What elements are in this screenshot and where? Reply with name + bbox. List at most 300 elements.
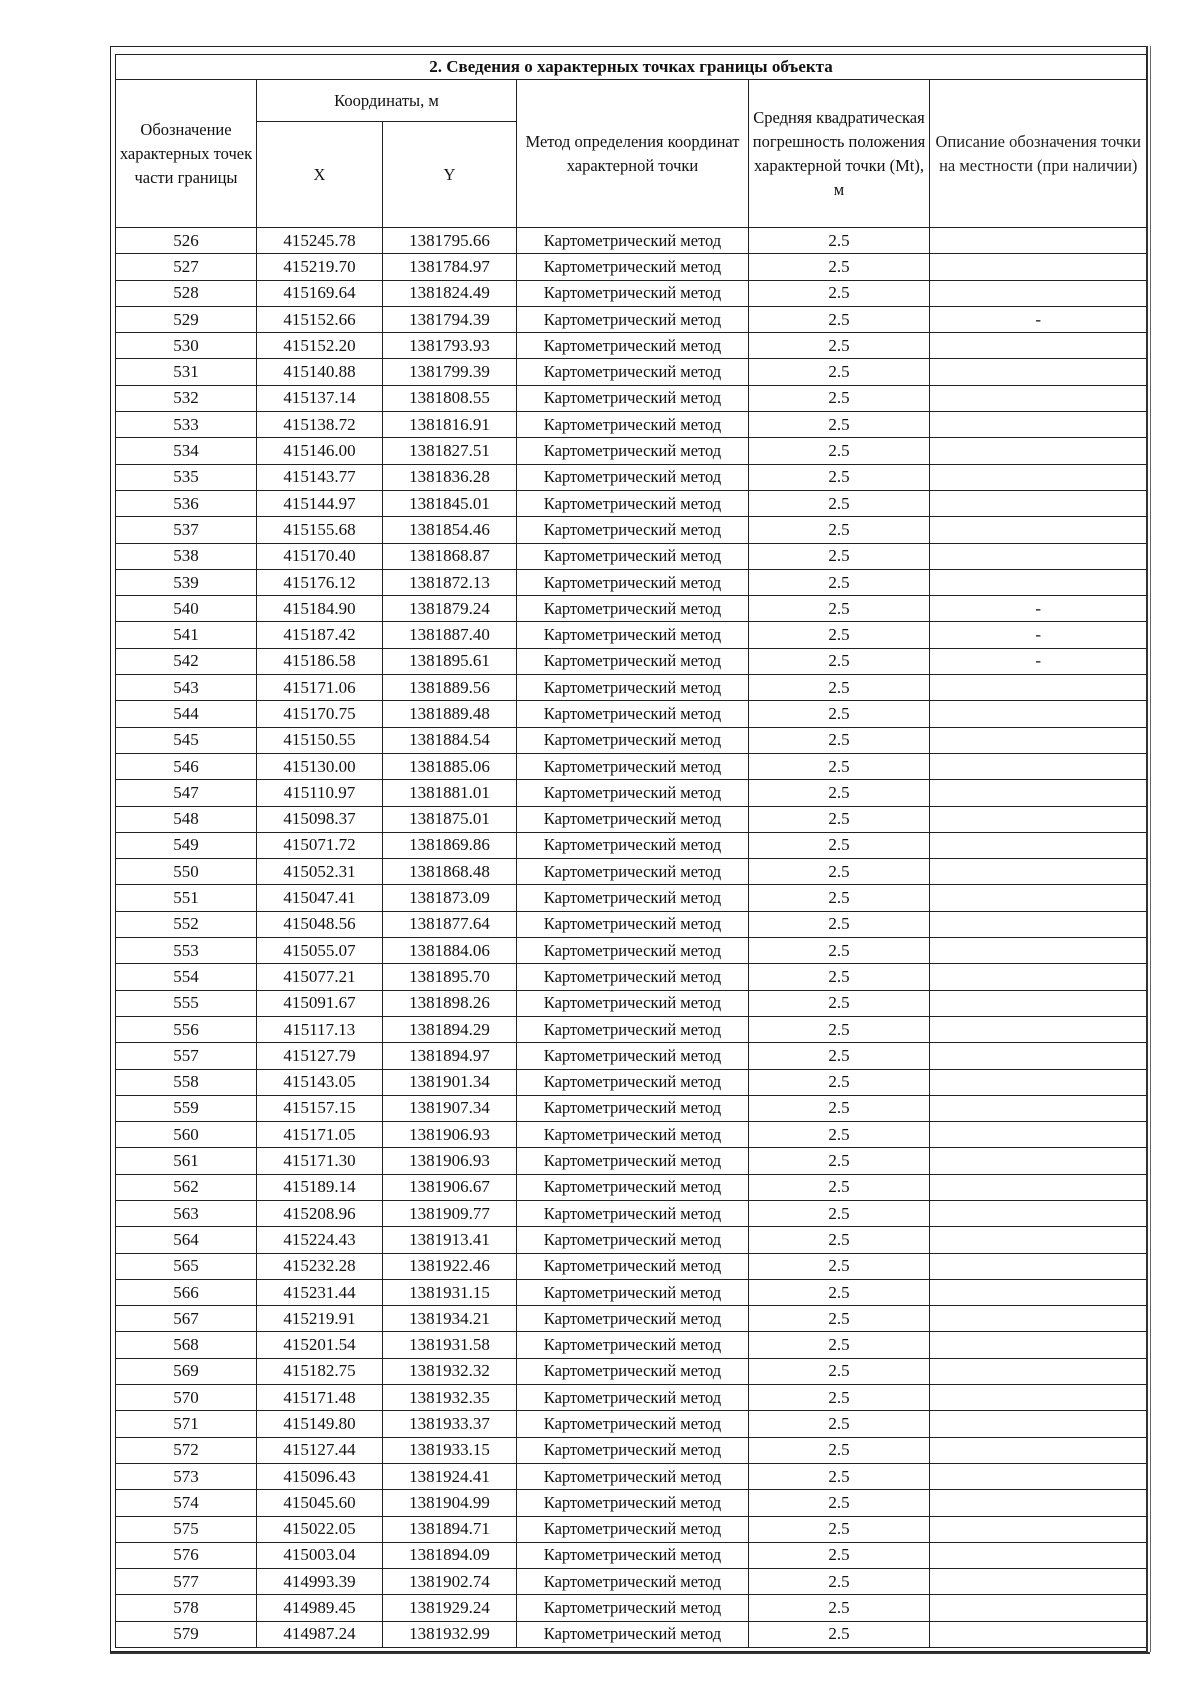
table-row — [116, 701, 1147, 727]
description-cell — [930, 1516, 1147, 1542]
table-row — [116, 1069, 1147, 1095]
description-cell — [930, 753, 1147, 779]
x-coordinate-cell: 415117.13 — [257, 1016, 383, 1042]
point-number-cell: 565 — [116, 1253, 257, 1279]
table-row — [116, 622, 1147, 648]
accuracy-cell: 2.5 — [749, 1595, 930, 1621]
x-coordinate-cell: 415091.67 — [257, 990, 383, 1016]
method-cell: Картометрический метод — [517, 1043, 749, 1069]
description-cell — [930, 1174, 1147, 1200]
y-coordinate-cell: 1381885.06 — [383, 753, 517, 779]
accuracy-cell: 2.5 — [749, 1069, 930, 1095]
point-number-cell: 555 — [116, 990, 257, 1016]
y-coordinate-cell: 1381894.71 — [383, 1516, 517, 1542]
table-row — [116, 832, 1147, 858]
description-cell — [930, 911, 1147, 937]
y-coordinate-cell: 1381932.35 — [383, 1385, 517, 1411]
table-row — [116, 569, 1147, 595]
x-coordinate-cell: 415055.07 — [257, 938, 383, 964]
x-coordinate-cell: 415169.64 — [257, 280, 383, 306]
accuracy-cell: 2.5 — [749, 228, 930, 254]
point-number-cell: 548 — [116, 806, 257, 832]
description-cell — [930, 228, 1147, 254]
point-number-cell: 541 — [116, 622, 257, 648]
description-cell — [930, 333, 1147, 359]
y-coordinate-cell: 1381868.48 — [383, 859, 517, 885]
x-coordinate-cell: 415047.41 — [257, 885, 383, 911]
method-cell: Картометрический метод — [517, 701, 749, 727]
y-coordinate-cell: 1381889.48 — [383, 701, 517, 727]
method-cell: Картометрический метод — [517, 780, 749, 806]
description-cell — [930, 1148, 1147, 1174]
point-number-cell: 573 — [116, 1463, 257, 1489]
x-coordinate-cell: 415127.44 — [257, 1437, 383, 1463]
description-cell — [930, 1385, 1147, 1411]
table-row — [116, 412, 1147, 438]
accuracy-cell: 2.5 — [749, 753, 930, 779]
y-coordinate-cell: 1381877.64 — [383, 911, 517, 937]
accuracy-cell: 2.5 — [749, 1122, 930, 1148]
x-coordinate-cell: 415171.05 — [257, 1122, 383, 1148]
header-y: Y — [383, 122, 517, 228]
table-body — [116, 228, 1147, 1648]
x-coordinate-cell: 415149.80 — [257, 1411, 383, 1437]
table-row — [116, 1306, 1147, 1332]
y-coordinate-cell: 1381898.26 — [383, 990, 517, 1016]
accuracy-cell: 2.5 — [749, 1200, 930, 1226]
y-coordinate-cell: 1381784.97 — [383, 254, 517, 280]
table-row — [116, 990, 1147, 1016]
point-number-cell: 575 — [116, 1516, 257, 1542]
accuracy-cell: 2.5 — [749, 490, 930, 516]
table-row — [116, 964, 1147, 990]
description-cell — [930, 1621, 1147, 1647]
accuracy-cell: 2.5 — [749, 1174, 930, 1200]
description-cell — [930, 254, 1147, 280]
point-number-cell: 564 — [116, 1227, 257, 1253]
x-coordinate-cell: 415208.96 — [257, 1200, 383, 1226]
accuracy-cell: 2.5 — [749, 701, 930, 727]
description-cell — [930, 964, 1147, 990]
accuracy-cell: 2.5 — [749, 990, 930, 1016]
header-coords: Координаты, м — [257, 80, 517, 122]
table-title: 2. Сведения о характерных точках границы объекта — [116, 55, 1147, 80]
y-coordinate-cell: 1381794.39 — [383, 306, 517, 332]
description-cell — [930, 859, 1147, 885]
accuracy-cell: 2.5 — [749, 1411, 930, 1437]
x-coordinate-cell: 415098.37 — [257, 806, 383, 832]
table-row — [116, 1253, 1147, 1279]
description-cell — [930, 806, 1147, 832]
accuracy-cell: 2.5 — [749, 1490, 930, 1516]
x-coordinate-cell: 415137.14 — [257, 385, 383, 411]
table-row — [116, 490, 1147, 516]
accuracy-cell: 2.5 — [749, 1332, 930, 1358]
x-coordinate-cell: 415140.88 — [257, 359, 383, 385]
point-number-cell: 538 — [116, 543, 257, 569]
description-cell — [930, 569, 1147, 595]
y-coordinate-cell: 1381824.49 — [383, 280, 517, 306]
accuracy-cell: 2.5 — [749, 306, 930, 332]
table-row — [116, 517, 1147, 543]
point-number-cell: 579 — [116, 1621, 257, 1647]
description-cell — [930, 780, 1147, 806]
description-cell — [930, 490, 1147, 516]
method-cell: Картометрический метод — [517, 1174, 749, 1200]
description-cell — [930, 412, 1147, 438]
point-number-cell: 556 — [116, 1016, 257, 1042]
accuracy-cell: 2.5 — [749, 1279, 930, 1305]
method-cell: Картометрический метод — [517, 1437, 749, 1463]
point-number-cell: 567 — [116, 1306, 257, 1332]
method-cell: Картометрический метод — [517, 1569, 749, 1595]
accuracy-cell: 2.5 — [749, 1385, 930, 1411]
description-cell — [930, 1122, 1147, 1148]
method-cell: Картометрический метод — [517, 543, 749, 569]
point-number-cell: 578 — [116, 1595, 257, 1621]
point-number-cell: 544 — [116, 701, 257, 727]
method-cell: Картометрический метод — [517, 1463, 749, 1489]
x-coordinate-cell: 415171.48 — [257, 1385, 383, 1411]
point-number-cell: 534 — [116, 438, 257, 464]
accuracy-cell: 2.5 — [749, 1043, 930, 1069]
y-coordinate-cell: 1381922.46 — [383, 1253, 517, 1279]
description-cell — [930, 727, 1147, 753]
x-coordinate-cell: 415152.20 — [257, 333, 383, 359]
accuracy-cell: 2.5 — [749, 1306, 930, 1332]
method-cell: Картометрический метод — [517, 885, 749, 911]
description-cell — [930, 438, 1147, 464]
point-number-cell: 536 — [116, 490, 257, 516]
point-number-cell: 528 — [116, 280, 257, 306]
method-cell: Картометрический метод — [517, 727, 749, 753]
accuracy-cell: 2.5 — [749, 727, 930, 753]
y-coordinate-cell: 1381902.74 — [383, 1569, 517, 1595]
point-number-cell: 554 — [116, 964, 257, 990]
method-cell: Картометрический метод — [517, 859, 749, 885]
point-number-cell: 537 — [116, 517, 257, 543]
method-cell: Картометрический метод — [517, 964, 749, 990]
y-coordinate-cell: 1381884.06 — [383, 938, 517, 964]
accuracy-cell: 2.5 — [749, 911, 930, 937]
accuracy-cell: 2.5 — [749, 1542, 930, 1568]
table-row — [116, 1621, 1147, 1647]
method-cell: Картометрический метод — [517, 1516, 749, 1542]
point-number-cell: 559 — [116, 1095, 257, 1121]
method-cell: Картометрический метод — [517, 1279, 749, 1305]
table-row — [116, 359, 1147, 385]
x-coordinate-cell: 415143.05 — [257, 1069, 383, 1095]
header-accuracy: Средняя квадратическая погрешность положения характерной точки (Mt), м — [749, 80, 930, 228]
point-number-cell: 574 — [116, 1490, 257, 1516]
x-coordinate-cell: 415176.12 — [257, 569, 383, 595]
description-cell — [930, 1095, 1147, 1121]
point-number-cell: 542 — [116, 648, 257, 674]
y-coordinate-cell: 1381884.54 — [383, 727, 517, 753]
table-row — [116, 306, 1147, 332]
y-coordinate-cell: 1381795.66 — [383, 228, 517, 254]
header-x: X — [257, 122, 383, 228]
point-number-cell: 540 — [116, 596, 257, 622]
x-coordinate-cell: 415170.40 — [257, 543, 383, 569]
table-row — [116, 1516, 1147, 1542]
table-row — [116, 806, 1147, 832]
header-method: Метод определения координат характерной точки — [517, 80, 749, 228]
accuracy-cell: 2.5 — [749, 648, 930, 674]
point-number-cell: 529 — [116, 306, 257, 332]
description-cell: - — [930, 306, 1147, 332]
method-cell: Картометрический метод — [517, 1069, 749, 1095]
table-row — [116, 464, 1147, 490]
x-coordinate-cell: 415171.30 — [257, 1148, 383, 1174]
method-cell: Картометрический метод — [517, 412, 749, 438]
y-coordinate-cell: 1381854.46 — [383, 517, 517, 543]
x-coordinate-cell: 415127.79 — [257, 1043, 383, 1069]
y-coordinate-cell: 1381929.24 — [383, 1595, 517, 1621]
method-cell: Картометрический метод — [517, 753, 749, 779]
table-row — [116, 1227, 1147, 1253]
description-cell — [930, 543, 1147, 569]
method-cell: Картометрический метод — [517, 990, 749, 1016]
table-row — [116, 938, 1147, 964]
table-row — [116, 385, 1147, 411]
x-coordinate-cell: 415219.70 — [257, 254, 383, 280]
method-cell: Картометрический метод — [517, 1148, 749, 1174]
point-number-cell: 563 — [116, 1200, 257, 1226]
description-cell — [930, 1069, 1147, 1095]
method-cell: Картометрический метод — [517, 490, 749, 516]
table-row — [116, 1542, 1147, 1568]
x-coordinate-cell: 415184.90 — [257, 596, 383, 622]
description-cell — [930, 1253, 1147, 1279]
accuracy-cell: 2.5 — [749, 622, 930, 648]
x-coordinate-cell: 415152.66 — [257, 306, 383, 332]
table-row — [116, 727, 1147, 753]
y-coordinate-cell: 1381816.91 — [383, 412, 517, 438]
accuracy-cell: 2.5 — [749, 1621, 930, 1647]
description-cell — [930, 1306, 1147, 1332]
table-row — [116, 1463, 1147, 1489]
accuracy-cell: 2.5 — [749, 543, 930, 569]
y-coordinate-cell: 1381933.37 — [383, 1411, 517, 1437]
y-coordinate-cell: 1381894.97 — [383, 1043, 517, 1069]
method-cell: Картометрический метод — [517, 1227, 749, 1253]
x-coordinate-cell: 415052.31 — [257, 859, 383, 885]
table-row — [116, 1043, 1147, 1069]
description-cell — [930, 1227, 1147, 1253]
point-number-cell: 569 — [116, 1358, 257, 1384]
accuracy-cell: 2.5 — [749, 569, 930, 595]
table-row — [116, 753, 1147, 779]
point-number-cell: 545 — [116, 727, 257, 753]
method-cell: Картометрический метод — [517, 359, 749, 385]
table-row — [116, 780, 1147, 806]
header-point: Обозначение характерных точек части границы — [116, 80, 257, 228]
method-cell: Картометрический метод — [517, 306, 749, 332]
table-row — [116, 596, 1147, 622]
point-number-cell: 530 — [116, 333, 257, 359]
point-number-cell: 531 — [116, 359, 257, 385]
x-coordinate-cell: 415155.68 — [257, 517, 383, 543]
point-number-cell: 571 — [116, 1411, 257, 1437]
method-cell: Картометрический метод — [517, 1411, 749, 1437]
y-coordinate-cell: 1381875.01 — [383, 806, 517, 832]
method-cell: Картометрический метод — [517, 1122, 749, 1148]
description-cell — [930, 1016, 1147, 1042]
x-coordinate-cell: 415224.43 — [257, 1227, 383, 1253]
method-cell: Картометрический метод — [517, 1621, 749, 1647]
x-coordinate-cell: 415143.77 — [257, 464, 383, 490]
point-number-cell: 551 — [116, 885, 257, 911]
table-row — [116, 1490, 1147, 1516]
method-cell: Картометрический метод — [517, 1016, 749, 1042]
table-row — [116, 911, 1147, 937]
method-cell: Картометрический метод — [517, 911, 749, 937]
table-row — [116, 254, 1147, 280]
accuracy-cell: 2.5 — [749, 1516, 930, 1542]
point-number-cell: 539 — [116, 569, 257, 595]
accuracy-cell: 2.5 — [749, 885, 930, 911]
accuracy-cell: 2.5 — [749, 964, 930, 990]
y-coordinate-cell: 1381887.40 — [383, 622, 517, 648]
y-coordinate-cell: 1381901.34 — [383, 1069, 517, 1095]
table-row — [116, 1148, 1147, 1174]
right-border-rule-inner — [1150, 46, 1151, 1652]
method-cell: Картометрический метод — [517, 569, 749, 595]
y-coordinate-cell: 1381933.15 — [383, 1437, 517, 1463]
accuracy-cell: 2.5 — [749, 806, 930, 832]
table-row — [116, 1437, 1147, 1463]
x-coordinate-cell: 415138.72 — [257, 412, 383, 438]
y-coordinate-cell: 1381845.01 — [383, 490, 517, 516]
x-coordinate-cell: 415231.44 — [257, 1279, 383, 1305]
description-cell — [930, 1542, 1147, 1568]
x-coordinate-cell: 414993.39 — [257, 1569, 383, 1595]
accuracy-cell: 2.5 — [749, 1358, 930, 1384]
description-cell — [930, 1332, 1147, 1358]
accuracy-cell: 2.5 — [749, 412, 930, 438]
accuracy-cell: 2.5 — [749, 359, 930, 385]
point-number-cell: 572 — [116, 1437, 257, 1463]
table-row — [116, 1569, 1147, 1595]
table-row — [116, 1279, 1147, 1305]
point-number-cell: 543 — [116, 675, 257, 701]
x-coordinate-cell: 415003.04 — [257, 1542, 383, 1568]
point-number-cell: 549 — [116, 832, 257, 858]
x-coordinate-cell: 415096.43 — [257, 1463, 383, 1489]
description-cell — [930, 1490, 1147, 1516]
y-coordinate-cell: 1381895.70 — [383, 964, 517, 990]
x-coordinate-cell: 414987.24 — [257, 1621, 383, 1647]
table-row — [116, 333, 1147, 359]
description-cell — [930, 675, 1147, 701]
table-row — [116, 1122, 1147, 1148]
point-number-cell: 553 — [116, 938, 257, 964]
method-cell: Картометрический метод — [517, 648, 749, 674]
method-cell: Картометрический метод — [517, 254, 749, 280]
description-cell — [930, 832, 1147, 858]
x-coordinate-cell: 415157.15 — [257, 1095, 383, 1121]
method-cell: Картометрический метод — [517, 596, 749, 622]
y-coordinate-cell: 1381913.41 — [383, 1227, 517, 1253]
description-cell — [930, 938, 1147, 964]
x-coordinate-cell: 415150.55 — [257, 727, 383, 753]
description-cell — [930, 1569, 1147, 1595]
description-cell — [930, 1595, 1147, 1621]
accuracy-cell: 2.5 — [749, 438, 930, 464]
point-number-cell: 577 — [116, 1569, 257, 1595]
point-number-cell: 576 — [116, 1542, 257, 1568]
y-coordinate-cell: 1381879.24 — [383, 596, 517, 622]
y-coordinate-cell: 1381827.51 — [383, 438, 517, 464]
accuracy-cell: 2.5 — [749, 1463, 930, 1489]
y-coordinate-cell: 1381931.15 — [383, 1279, 517, 1305]
point-number-cell: 546 — [116, 753, 257, 779]
table-row — [116, 1332, 1147, 1358]
accuracy-cell: 2.5 — [749, 517, 930, 543]
accuracy-cell: 2.5 — [749, 280, 930, 306]
table-row — [116, 543, 1147, 569]
y-coordinate-cell: 1381924.41 — [383, 1463, 517, 1489]
method-cell: Картометрический метод — [517, 438, 749, 464]
table-row — [116, 1200, 1147, 1226]
header-description: Описание обозначения точки на местности (при наличии) — [930, 80, 1147, 228]
description-cell — [930, 1437, 1147, 1463]
point-number-cell: 557 — [116, 1043, 257, 1069]
point-number-cell: 527 — [116, 254, 257, 280]
point-number-cell: 526 — [116, 228, 257, 254]
method-cell: Картометрический метод — [517, 622, 749, 648]
y-coordinate-cell: 1381872.13 — [383, 569, 517, 595]
table-row — [116, 1385, 1147, 1411]
point-number-cell: 533 — [116, 412, 257, 438]
x-coordinate-cell: 415022.05 — [257, 1516, 383, 1542]
method-cell: Картометрический метод — [517, 1358, 749, 1384]
table-row — [116, 648, 1147, 674]
table-row — [116, 280, 1147, 306]
y-coordinate-cell: 1381881.01 — [383, 780, 517, 806]
description-cell — [930, 359, 1147, 385]
x-coordinate-cell: 415232.28 — [257, 1253, 383, 1279]
x-coordinate-cell: 415048.56 — [257, 911, 383, 937]
description-cell — [930, 1411, 1147, 1437]
point-number-cell: 561 — [116, 1148, 257, 1174]
x-coordinate-cell: 415201.54 — [257, 1332, 383, 1358]
table-row — [116, 438, 1147, 464]
point-number-cell: 558 — [116, 1069, 257, 1095]
point-number-cell: 568 — [116, 1332, 257, 1358]
x-coordinate-cell: 415182.75 — [257, 1358, 383, 1384]
accuracy-cell: 2.5 — [749, 1016, 930, 1042]
y-coordinate-cell: 1381894.29 — [383, 1016, 517, 1042]
method-cell: Картометрический метод — [517, 1542, 749, 1568]
point-number-cell: 550 — [116, 859, 257, 885]
description-cell — [930, 385, 1147, 411]
point-number-cell: 566 — [116, 1279, 257, 1305]
point-number-cell: 552 — [116, 911, 257, 937]
table-row — [116, 1595, 1147, 1621]
x-coordinate-cell: 415077.21 — [257, 964, 383, 990]
description-cell — [930, 701, 1147, 727]
method-cell: Картометрический метод — [517, 385, 749, 411]
accuracy-cell: 2.5 — [749, 938, 930, 964]
table-row — [116, 1411, 1147, 1437]
method-cell: Картометрический метод — [517, 1490, 749, 1516]
method-cell: Картометрический метод — [517, 1306, 749, 1332]
y-coordinate-cell: 1381932.99 — [383, 1621, 517, 1647]
point-number-cell: 570 — [116, 1385, 257, 1411]
y-coordinate-cell: 1381894.09 — [383, 1542, 517, 1568]
